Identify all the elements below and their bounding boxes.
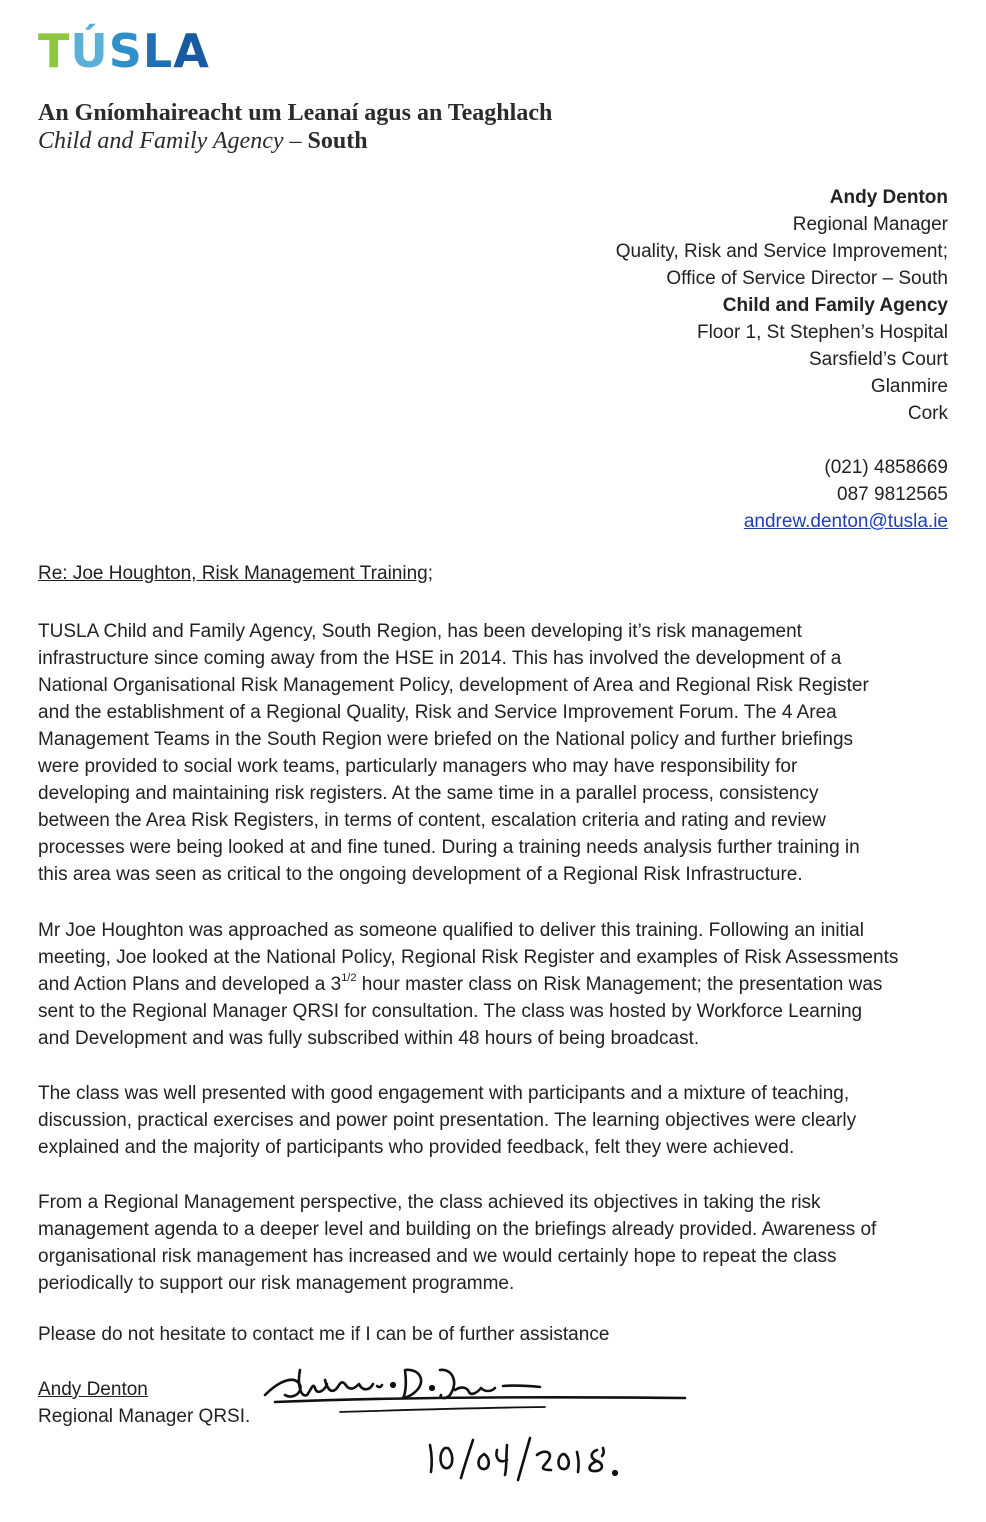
paragraph-4	[38, 1189, 953, 1297]
paragraph-line: infrastructure since coming away from the HSE in 2014. This has involved the development of a	[38, 648, 842, 669]
paragraph-line: were provided to social work teams, particularly managers who may have responsibility for	[38, 756, 798, 777]
agency-name-irish: An Gníomhaireacht um Leanaí agus an Teaghlach	[38, 100, 553, 126]
paragraph-line: periodically to support our risk management programme.	[38, 1273, 515, 1294]
paragraph-line: explained and the majority of participants who provided feedback, felt they were achieved.	[38, 1137, 795, 1158]
paragraph-line: organisational risk management has increased and we would certainly hope to repeat the class	[38, 1246, 837, 1267]
handwritten-signature-and-date	[255, 1340, 705, 1490]
agency-region: South	[307, 128, 368, 154]
sender-address-line-3: Glanmire	[870, 376, 948, 397]
paragraph-line: sent to the Regional Manager QRSI for consultation. The class was hosted by Workforce Learning	[38, 1001, 863, 1022]
superscript-fraction: 1/2	[341, 972, 357, 984]
sender-name: Andy Denton	[829, 187, 948, 208]
sender-email-link[interactable]: andrew.denton@tusla.ie	[743, 511, 948, 532]
paragraph-line: this area was seen as critical to the ongoing development of a Regional Risk Infrastructure.	[38, 864, 803, 885]
sender-dept-1: Quality, Risk and Service Improvement;	[615, 241, 948, 262]
paragraph-line: management agenda to a deeper level and building on the briefings already provided. Awareness of	[38, 1219, 877, 1240]
paragraph-line: The class was well presented with good engagement with participants and a mixture of teaching,	[38, 1083, 850, 1104]
paragraph-line: meeting, Joe looked at the National Policy, Regional Risk Register and examples of Risk Assessments	[38, 947, 899, 968]
signoff-name: Andy Denton	[38, 1379, 148, 1400]
sender-address-line-4: Cork	[907, 403, 948, 424]
sender-address-line-2: Sarsfield’s Court	[808, 349, 948, 370]
paragraph-line: and Action Plans and developed a $3^{1/2}$ hour master class on Risk Management; the presentation was	[38, 972, 883, 995]
closing-line: Please do not hesitate to contact me if I can be of further assistance	[38, 1324, 610, 1345]
paragraph-line: National Organisational Risk Management Policy, development of Area and Regional Risk Register	[38, 675, 869, 696]
paragraph-line: developing and maintaining risk registers. At the same time in a parallel process, consistency	[38, 783, 819, 804]
paragraph-line: From a Regional Management perspective, the class achieved its objectives in taking the risk	[38, 1192, 821, 1213]
sender-dept-2: Office of Service Director – South	[666, 268, 948, 289]
paragraph-line: Mr Joe Houghton was approached as someone qualified to deliver this training. Following an initial	[38, 920, 864, 941]
paragraph-line: between the Area Risk Registers, in terms of content, escalation criteria and rating and review	[38, 810, 826, 831]
sender-org: Child and Family Agency	[722, 295, 948, 316]
paragraph-1	[38, 618, 953, 888]
paragraph-line: TUSLA Child and Family Agency, South Region, has been developing it’s risk management	[38, 621, 802, 642]
agency-name-english	[38, 128, 368, 155]
paragraph-3	[38, 1080, 953, 1161]
subject-line: Re: Joe Houghton, Risk Management Training;	[38, 563, 433, 584]
signoff-title: Regional Manager QRSI.	[38, 1406, 251, 1427]
paragraph-line: and Development and was fully subscribed within 48 hours of being broadcast.	[38, 1028, 700, 1049]
paragraph-line: and the establishment of a Regional Quality, Risk and Service Improvement Forum. The 4 Area	[38, 702, 837, 723]
sender-phone-2: 087 9812565	[837, 484, 948, 505]
paragraph-line: Management Teams in the South Region were briefed on the National policy and further briefings	[38, 729, 854, 750]
agency-name: Child and Family Agency –	[38, 128, 302, 154]
paragraph-line: processes were being looked at and fine tuned. During a training needs analysis further training in	[38, 837, 860, 858]
sender-phone-1: (021) 4858669	[824, 457, 948, 478]
sender-address-block	[616, 184, 948, 535]
tusla-logo: TÚSLA	[38, 24, 210, 78]
paragraph-line: discussion, practical exercises and power point presentation. The learning objectives were clearly	[38, 1110, 857, 1131]
sender-address-line-1: Floor 1, St Stephen’s Hospital	[696, 322, 948, 343]
paragraph-2	[38, 917, 953, 1052]
sender-title: Regional Manager	[792, 214, 948, 235]
